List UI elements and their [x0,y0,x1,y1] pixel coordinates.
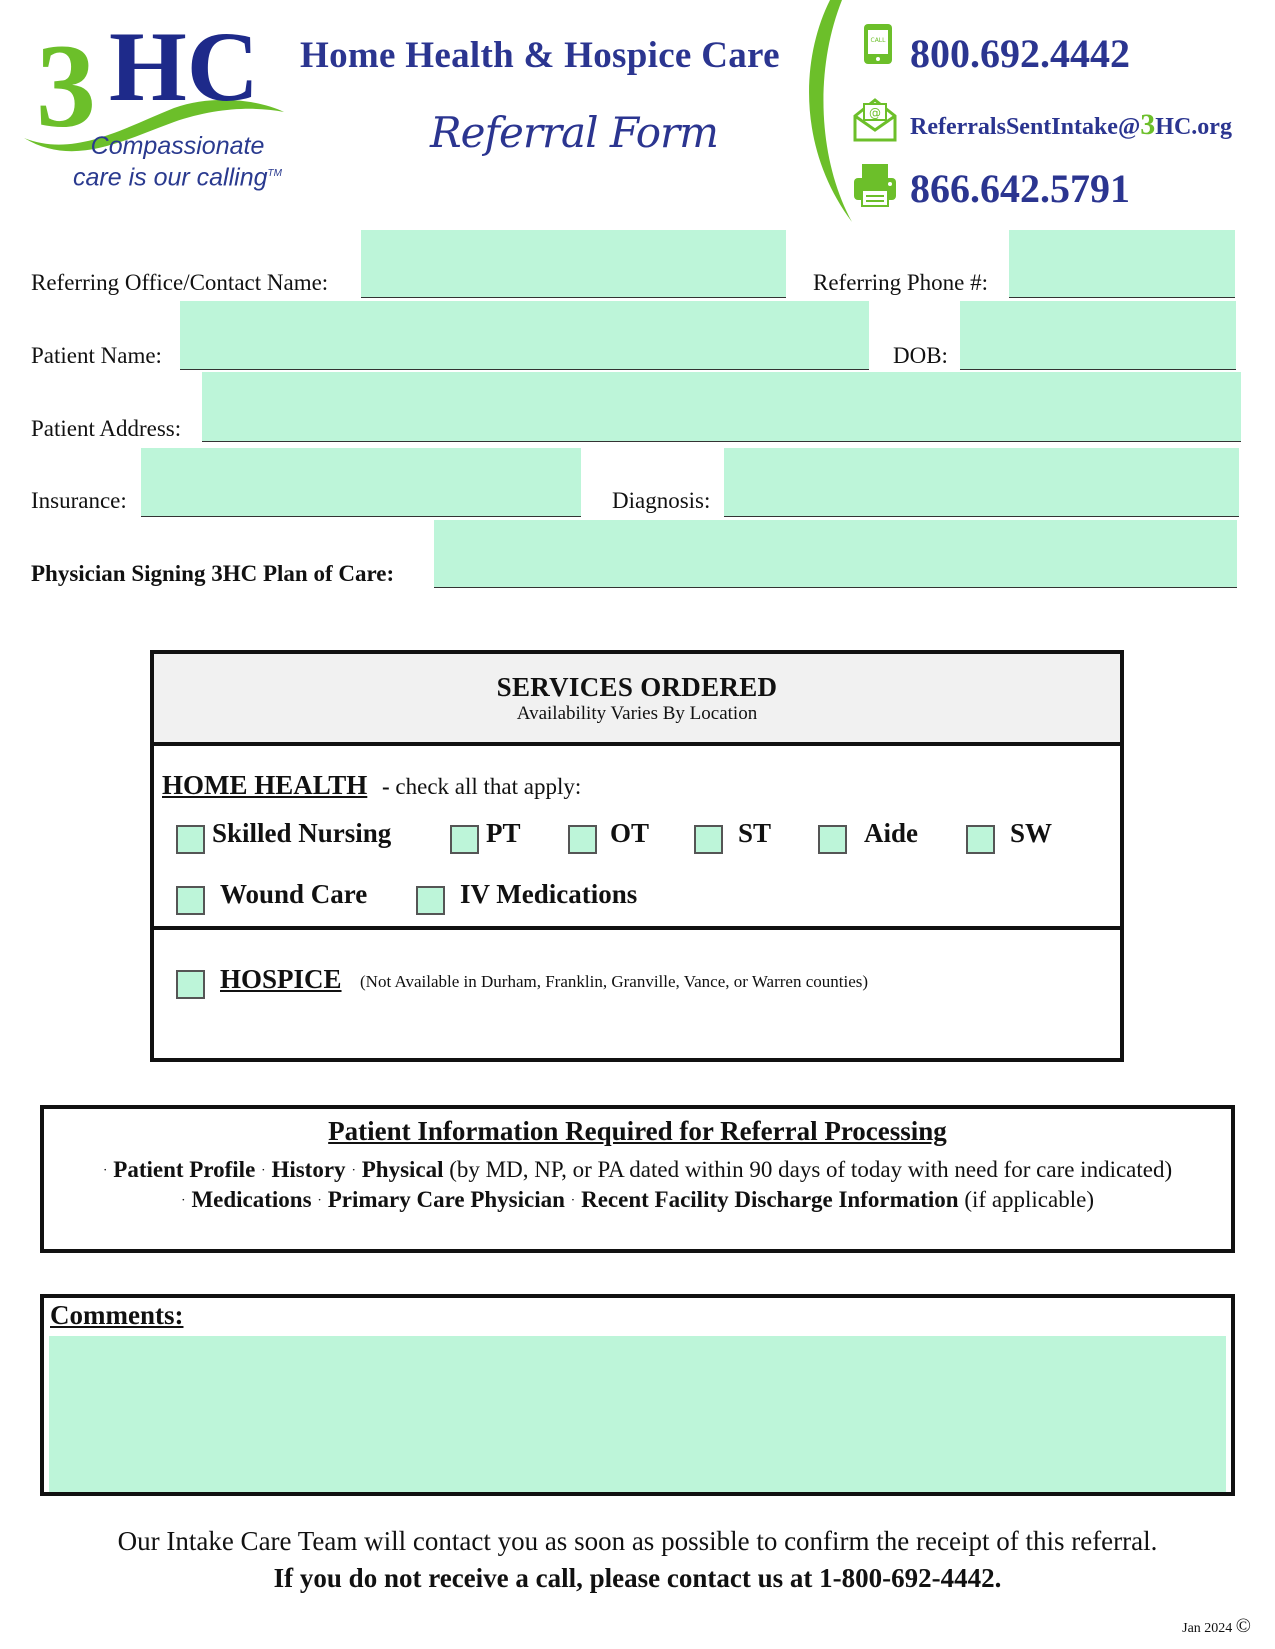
services-subtitle: Availability Varies By Location [516,703,758,724]
bullet: · [351,1163,356,1179]
bullet: · [181,1193,186,1209]
referring-office-label: Referring Office/Contact Name: [31,270,329,295]
bullet: · [317,1193,322,1209]
services-title: SERVICES ORDERED [496,672,778,702]
st-label: ST [738,818,772,848]
patient-name-input[interactable] [180,301,869,370]
revision-date [1182,1615,1251,1638]
required-info-box [40,1105,1235,1253]
email-hc: HC [1155,114,1192,140]
aide-checkbox[interactable] [818,825,847,854]
email-link[interactable] [910,108,1232,142]
bullet: · [261,1163,266,1179]
req-physical: Physical [361,1157,444,1182]
skilled-nursing-checkbox[interactable] [176,825,205,854]
req-medications: Medications [191,1187,312,1212]
bullet: · [570,1193,576,1209]
wound-care-label: Wound Care [220,879,368,909]
email-prefix: ReferralsSentIntake@ [910,114,1141,140]
required-info-line1 [44,1157,1231,1183]
req-history: History [271,1157,346,1182]
home-health-note-wrap [382,774,581,800]
diagnosis-label: Diagnosis: [612,488,711,513]
req-primary-care: Primary Care Physician [327,1187,565,1212]
wound-care-checkbox[interactable] [176,886,205,915]
phone-number-link[interactable]: 800.692.4442 [910,31,1130,76]
email-3: 3 [1140,108,1156,141]
diagnosis-input[interactable] [724,448,1239,517]
referring-phone-input[interactable] [1009,230,1235,298]
phone-icon-label: CALL [870,37,886,44]
fax-number-link[interactable]: 866.642.5791 [910,166,1130,211]
iv-medications-label: IV Medications [460,879,638,909]
copyright-icon: © [1235,1615,1251,1637]
comments-label: Comments: [50,1300,184,1330]
bullet: · [102,1163,108,1179]
pt-checkbox[interactable] [450,825,479,854]
required-info-title: Patient Information Required for Referral Processing [328,1116,947,1146]
patient-address-input[interactable] [202,372,1241,442]
insurance-input[interactable] [141,448,581,517]
dob-input[interactable] [960,301,1236,370]
req-patient-profile: Patient Profile [113,1157,256,1182]
revision-text: Jan 2024 [1182,1621,1233,1636]
tagline-line2: care is our calling [73,163,268,192]
insurance-label: Insurance: [31,488,127,513]
home-health-section [154,746,1120,930]
home-health-note: check all that apply: [395,774,582,799]
hospice-note: (Not Available in Durham, Franklin, Granville, Vance, or Warren counties) [360,972,869,991]
req-discharge: Recent Facility Discharge Information [581,1187,959,1212]
hospice-checkbox[interactable] [176,970,205,999]
fax-icon [852,162,898,208]
referring-office-input[interactable] [361,230,786,298]
email-suffix: .org [1191,114,1232,140]
hospice-section [154,930,1120,1060]
home-health-title: HOME HEALTH [162,770,368,800]
svg-text:@: @ [869,106,881,120]
pt-label: PT [486,818,521,848]
patient-name-label: Patient Name: [31,343,162,368]
sw-label: SW [1010,818,1053,848]
iv-medications-checkbox[interactable] [416,886,445,915]
services-header [154,654,1120,746]
comments-box [40,1294,1235,1496]
logo-3: 3 [36,19,96,152]
email-icon [852,96,898,142]
hospice-title: HOSPICE [220,964,342,994]
tagline-line1: Compassionate [90,132,265,160]
skilled-nursing-label: Skilled Nursing [212,818,392,848]
req-discharge-note: (if applicable) [964,1187,1094,1212]
org-name: Home Health & Hospice Care [300,35,780,76]
services-ordered-box [150,650,1124,1062]
logo-hc: HC [109,11,259,122]
ot-label: OT [610,818,650,848]
required-info-line2 [44,1187,1231,1213]
sw-checkbox[interactable] [966,825,995,854]
st-checkbox[interactable] [694,825,723,854]
green-arc-divider [790,0,860,225]
ot-checkbox[interactable] [568,825,597,854]
physician-label: Physician Signing 3HC Plan of Care: [31,561,395,586]
tagline [70,133,285,191]
req-physical-note: (by MD, NP, or PA dated within 90 days of today with need for care indicated) [449,1157,1173,1182]
tagline-line2-wrap [70,160,285,191]
referring-phone-label: Referring Phone #: [813,270,989,295]
comments-input[interactable] [49,1336,1226,1492]
form-title: Referral Form [430,108,718,157]
dob-label: DOB: [893,343,948,368]
trademark: TM [267,168,282,179]
footer-contact-text: If you do not receive a call, please contact us at 1-800-692-4442. [273,1563,1002,1593]
phone-icon [856,22,900,66]
footer-confirmation-text: Our Intake Care Team will contact you as soon as possible to confirm the receipt of this referral. [117,1526,1158,1556]
patient-address-label: Patient Address: [31,416,182,441]
home-health-dash: - [382,774,390,799]
aide-label: Aide [864,818,918,848]
physician-input[interactable] [434,520,1237,588]
